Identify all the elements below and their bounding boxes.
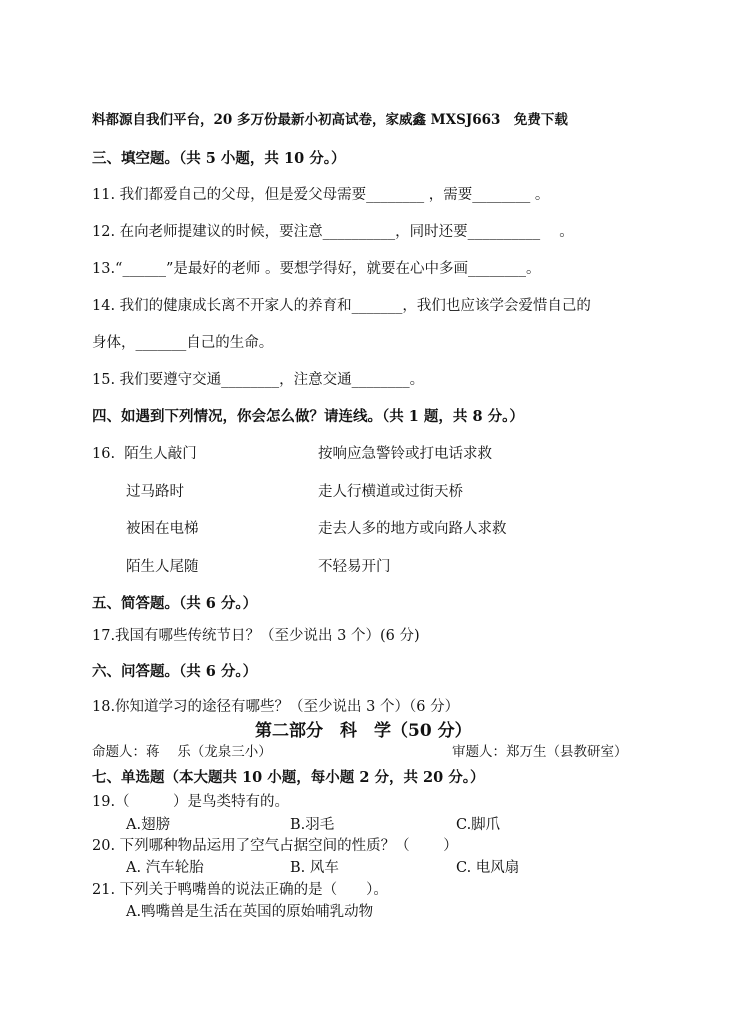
question-19: 19.（ ）是鸟类特有的。	[92, 794, 290, 810]
part2-title: 第二部分 科 学（50 分）	[255, 721, 472, 741]
section5-heading: 五、简答题。（共 6 分。）	[92, 595, 258, 612]
q20-option-a: A. 汽车轮胎	[126, 860, 204, 876]
question-18: 18.你知道学习的途径有哪些？（至少说出 3 个）（6 分）	[92, 699, 460, 715]
match-left-item: 16. 陌生人敲门	[92, 446, 197, 462]
match-left-item: 陌生人尾随	[126, 559, 199, 575]
question-15: 15. 我们要遵守交通________，注意交通________。	[92, 372, 425, 388]
section6-heading: 六、问答题。（共 6 分。）	[92, 663, 258, 680]
q20-option-c: C. 电风扇	[456, 860, 520, 876]
match-left-item: 过马路时	[126, 484, 184, 500]
q19-option-a: A.翅膀	[126, 817, 171, 833]
section4-heading: 四、如遇到下列情况，你会怎么做？请连线。（共 1 题，共 8 分。）	[92, 408, 524, 425]
q19-option-c: C.脚爪	[456, 817, 501, 833]
question-20: 20. 下列哪种物品运用了空气占据空间的性质？（ ）	[92, 838, 458, 854]
question-12: 12. 在向老师提建议的时候，要注意__________，同时还要__________ 。	[92, 224, 574, 240]
question-14-line1: 14. 我们的健康成长离不开家人的养育和_______，我们也应该学会爱惜自己的	[92, 298, 591, 314]
question-11: 11. 我们都爱自己的父母，但是爱父母需要________ ，需要________ 。	[92, 187, 550, 203]
section7-heading: 七、单选题（本大题共 10 小题，每小题 2 分，共 20 分。）	[92, 769, 485, 786]
question-14-line2: 身体，_______自己的生命。	[92, 335, 274, 351]
q21-option-a: A.鸭嘴兽是生活在英国的原始哺乳动物	[126, 904, 374, 920]
part2-reviewer: 审题人：郑万生（县教研室）	[452, 744, 628, 760]
q19-option-b: B.羽毛	[290, 817, 335, 833]
header-line: 料都源自我们平台，20 多万份最新小初高试卷，家威鑫 MXSJ663 免费下载	[92, 112, 568, 128]
q20-option-b: B. 风车	[290, 860, 339, 876]
question-13: 13.“______”是最好的老师 。要想学得好，就要在心中多画________。	[92, 261, 541, 277]
section3-heading: 三、填空题。（共 5 小题，共 10 分。）	[92, 150, 346, 167]
question-21: 21. 下列关于鸭嘴兽的说法正确的是（ ）。	[92, 882, 388, 898]
match-left-item: 被困在电梯	[126, 521, 199, 537]
match-right-item: 走人行横道或过街天桥	[318, 484, 463, 500]
question-17: 17.我国有哪些传统节日？（至少说出 3 个）(6 分)	[92, 628, 420, 644]
match-right-item: 走去人多的地方或向路人求救	[318, 521, 507, 537]
part2-author: 命题人：蒋 乐（龙泉三小）	[92, 744, 272, 760]
match-right-item: 按响应急警铃或打电话求救	[318, 446, 492, 462]
match-right-item: 不轻易开门	[318, 559, 391, 575]
